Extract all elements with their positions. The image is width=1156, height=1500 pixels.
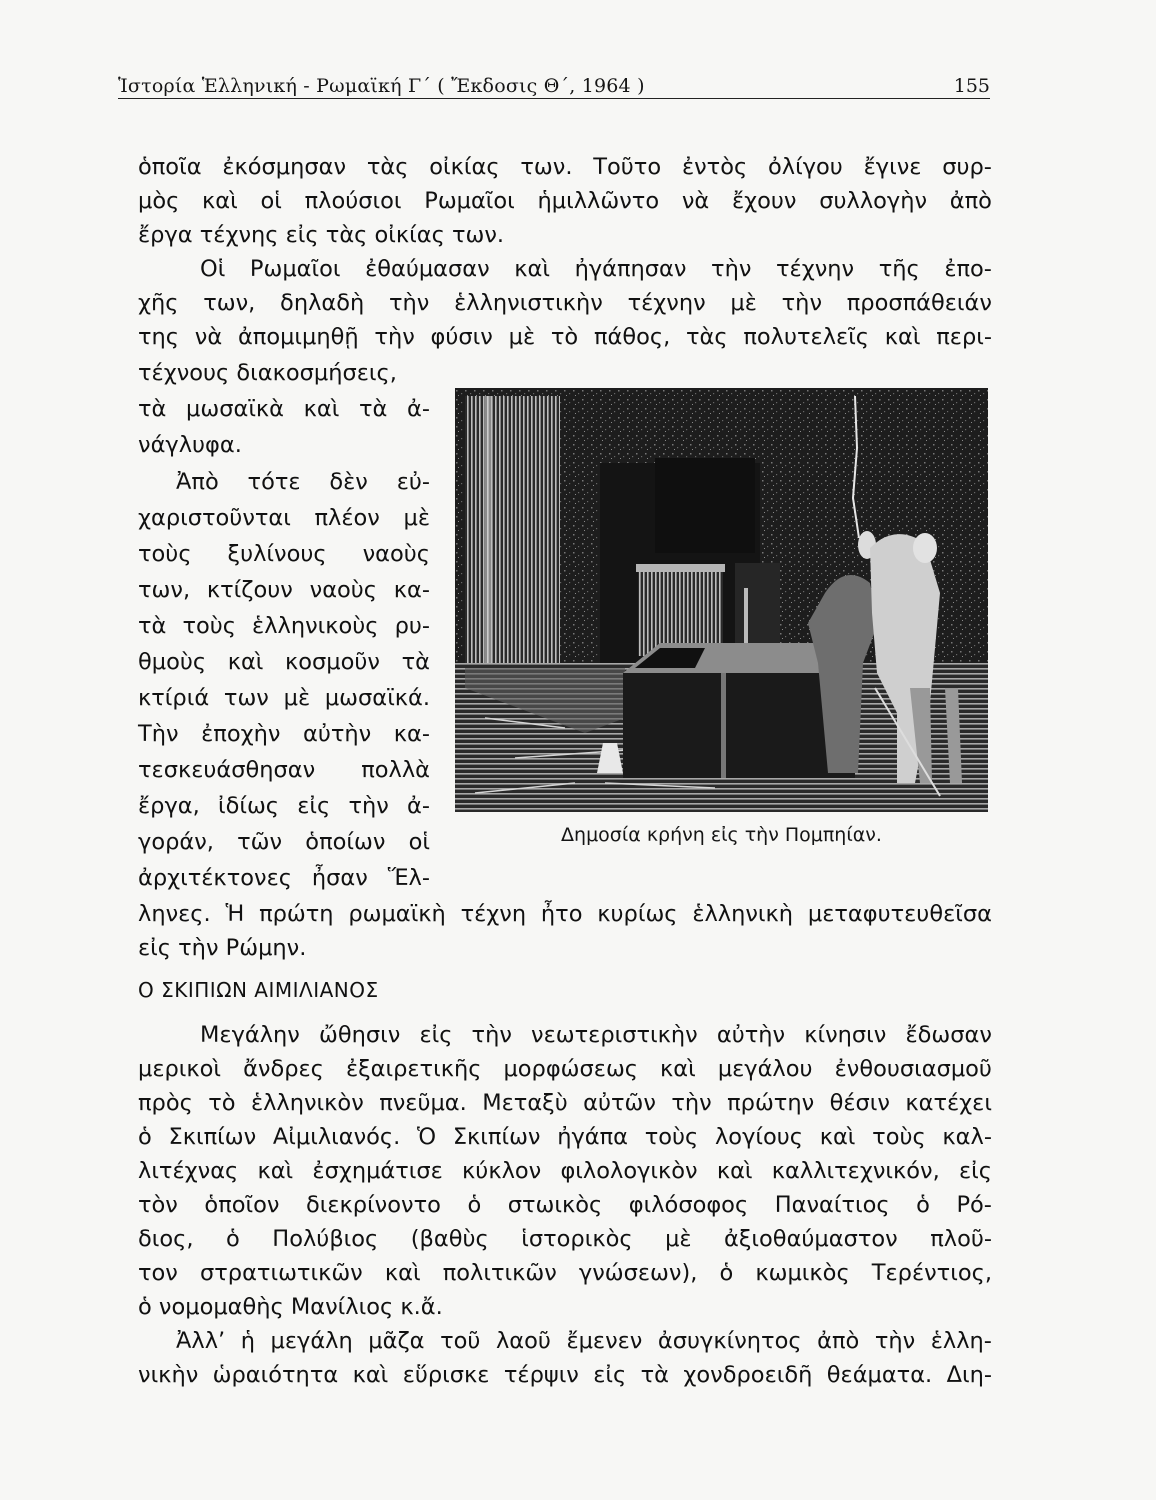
text-line: ἀρχιτέκτονες ἦσαν Ἕλ- [138,865,430,891]
text-line: νικὴν ὡραιότητα καὶ εὕρισκε τέρψιν εἰς τὰ χονδροειδῆ θεάματα. Διη- [138,1362,992,1388]
text-line: γοράν, τῶν ὁποίων οἱ [138,829,430,855]
text-line: λιτέχνας καὶ ἐσχημάτισε κύκλον φιλολογικὸν καὶ καλλιτεχνικόν, εἰς [138,1158,992,1184]
text-line: τὰ μωσαϊκὰ καὶ τὰ ἀ- [138,396,430,422]
text-line: τεσκευάσθησαν πολλὰ [138,757,430,783]
text-line: χῆς των, δηλαδὴ τὴν ἑλληνιστικὴν τέχνην μὲ τὴν προσπάθειάν [138,290,992,316]
text-line: τέχνους διακοσμήσεις, [138,360,397,386]
text-line: χαριστοῦνται πλέον μὲ [138,505,430,531]
text-line: ὁ νομομαθὴς Μανίλιος κ.ἄ. [138,1294,443,1320]
text-line: εἰς τὴν Ρώμην. [138,935,307,961]
text-line: Ἀλλ’ ἡ μεγάλη μᾶζα τοῦ λαοῦ ἔμενεν ἀσυγκίνητος ἀπὸ τὴν ἑλλη- [176,1328,992,1354]
header-title: Ἱστορία Ἑλληνική - Ρωμαϊκή Γ´ ( Ἔκδοσις Θ´, 1964 ) [118,75,645,97]
text-line: ἔργα τέχνης εἰς τὰς οἰκίας των. [138,222,505,248]
text-line: Οἱ Ρωμαῖοι ἐθαύμασαν καὶ ἠγάπησαν τὴν τέχνην τῆς ἐπο- [200,256,992,282]
text-line: τὰ τοὺς ἑλληνικοὺς ρυ- [138,613,430,639]
text-line: ὁποῖα ἐκόσμησαν τὰς οἰκίας των. Τοῦτο ἐντὸς ὀλίγου ἔγινε συρ- [138,154,992,180]
text-line: Μεγάλην ὤθησιν εἰς τὴν νεωτεριστικὴν αὐτὴν κίνησιν ἔδωσαν [200,1022,992,1048]
figure-caption: Δημοσία κρήνη εἰς τὴν Πομπηίαν. [561,824,882,846]
fountain-illustration [455,388,988,812]
text-line: ληνες. Ἡ πρώτη ρωμαϊκὴ τέχνη ἦτο κυρίως ἑλληνικὴ μεταφυτευθεῖσα [138,901,992,927]
text-line: κτίριά των μὲ μωσαϊκά. [138,685,430,711]
page-number: 155 [953,75,990,97]
text-line: θμοὺς καὶ κοσμοῦν τὰ [138,649,430,675]
text-line: ἔργα, ἰδίως εἰς τὴν ἀ- [138,793,430,819]
text-line: Τὴν ἐποχὴν αὐτὴν κα- [138,721,430,747]
text-line: ὁ Σκιπίων Αἰμιλιανός. Ὁ Σκιπίων ἠγάπα τοὺς λογίους καὶ τοὺς καλ- [138,1124,992,1150]
text-line: μὸς καὶ οἱ πλούσιοι Ρωμαῖοι ἡμιλλῶντο νὰ ἔχουν συλλογὴν ἀπὸ [138,188,992,214]
text-line: τον στρατιωτικῶν καὶ πολιτικῶν γνώσεων), ὁ κωμικὸς Τερέντιος, [138,1260,992,1286]
text-line: διος, ὁ Πολύβιος (βαθὺς ἱστορικὸς μὲ ἀξιοθαύμαστον πλοῦ- [138,1226,992,1252]
running-header [118,73,990,99]
text-line: νάγλυφα. [138,432,242,458]
section-heading: Ο ΣΚΙΠΙΩΝ ΑΙΜΙΛΙΑΝΟΣ [138,978,379,1002]
text-line: Ἀπὸ τότε δὲν εὐ- [176,469,430,495]
text-line: πρὸς τὸ ἑλληνικὸν πνεῦμα. Μεταξὺ αὐτῶν τὴν πρώτην θέσιν κατέχει [138,1090,992,1116]
text-line: μερικοὶ ἄνδρες ἐξαιρετικῆς μορφώσεως καὶ μεγάλου ἐνθουσιασμοῦ [138,1056,992,1082]
text-line: των, κτίζουν ναοὺς κα- [138,577,430,603]
text-line: τοὺς ξυλίνους ναοὺς [138,541,430,567]
text-line: τὸν ὁποῖον διεκρίνοντο ὁ στωικὸς φιλόσοφος Παναίτιος ὁ Ρό- [138,1192,992,1218]
header-rule [118,98,990,99]
text-line: της νὰ ἀπομιμηθῇ τὴν φύσιν μὲ τὸ πάθος, τὰς πολυτελεῖς καὶ περι- [138,324,992,350]
